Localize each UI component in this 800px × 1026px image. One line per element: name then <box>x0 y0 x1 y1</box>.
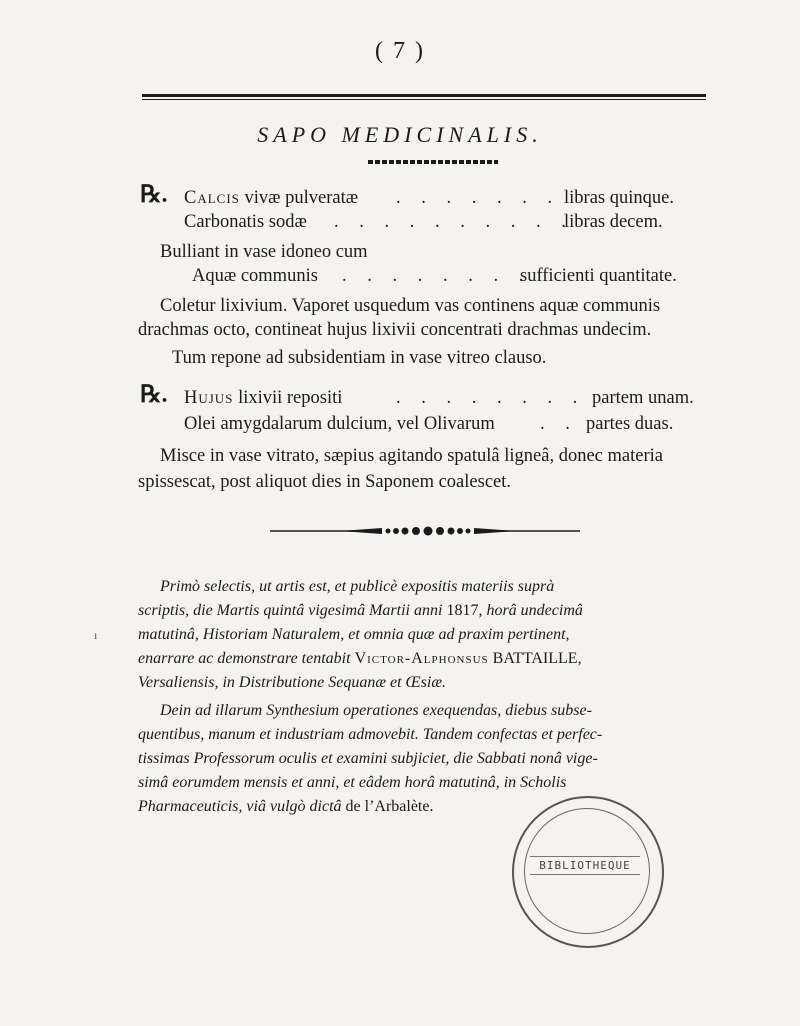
recipe-line: Coletur lixivium. Vaporet usquedum vas continens aquæ communis <box>160 296 661 316</box>
quantity: libras quinque. <box>564 188 674 208</box>
notice-line: Versaliensis, in Distributione Sequanæ et Œsiæ. <box>138 674 446 691</box>
notice-text: , horâ undecimâ <box>478 602 583 619</box>
leader-dots: . . <box>540 414 578 434</box>
recipe-line <box>184 386 342 410</box>
recipe-line: Bulliant in vase idoneo cum <box>160 242 368 262</box>
leader-dots: . . . . . . . . <box>342 266 532 286</box>
recipe-line: drachmas octo, contineat hujus lixivii concentrati drachmas undecim. <box>138 320 652 340</box>
recipe-symbol: ℞. <box>140 182 168 208</box>
notice-text: Pharmaceuticis, viâ vulgò dictâ <box>138 798 346 815</box>
recipe-line: Olei amygdalarum dulcium, vel Olivarum <box>184 414 495 434</box>
quantity: partes duas. <box>586 414 674 434</box>
notice-line: tissimas Professorum oculis et examini subjiciet, die Sabbati nonâ vige- <box>138 750 598 767</box>
notice-line <box>138 796 433 818</box>
title-ornament <box>368 160 498 164</box>
notice-text: enarrare ac demonstrare tentabit <box>138 650 355 667</box>
ingredient-desc: vivæ pulveratæ <box>239 188 359 208</box>
leader-dots: . . . . . . . . . . <box>334 212 574 232</box>
notice-text: de l’Arbalète. <box>345 798 434 815</box>
library-stamp <box>512 796 664 948</box>
quantity: sufficienti quantitate. <box>520 266 677 286</box>
margin-mark: ı <box>94 628 98 642</box>
ingredient-desc: lixivii repositi <box>233 388 343 408</box>
page-number: ( 7 ) <box>375 38 425 64</box>
recipe-line: Carbonatis sodæ <box>184 212 307 232</box>
quantity: partem unam. <box>592 388 694 408</box>
recipe-symbol: ℞. <box>140 382 168 408</box>
ingredient-name: Calcis <box>184 188 240 208</box>
leader-dots: . . . . . . . <box>396 188 561 208</box>
recipe-line: spissescat, post aliquot dies in Saponem coalescet. <box>138 472 512 492</box>
quantity: libras decem. <box>564 212 663 232</box>
recipe-line: Aquæ communis <box>192 266 318 286</box>
year: 1817 <box>446 602 479 619</box>
stamp-text: BIBLIOTHEQUE <box>530 856 640 875</box>
notice-line: matutinâ, Historiam Naturalem, et omnia quæ ad praxim pertinent, <box>138 626 570 643</box>
ornament-rule <box>270 526 580 536</box>
notice-line: Dein ad illarum Synthesium operationes exequendas, diebus subse- <box>160 702 592 719</box>
leader-dots: . . . . . . . . <box>396 388 586 408</box>
page-title: SAPO MEDICINALIS. <box>257 122 543 147</box>
recipe-line: Tum repone ad subsidentiam in vase vitreo clauso. <box>172 348 547 368</box>
notice-line: quentibus, manum et industriam admovebit. Tandem confectas et perfec- <box>138 726 603 743</box>
author-surname: BATTAILLE, <box>488 650 582 667</box>
notice-line: simâ eorumdem mensis et anni, et eâdem horâ matutinâ, in Scholis <box>138 774 567 791</box>
ingredient-name: Hujus <box>184 388 234 408</box>
notice-text: scriptis, die Martis quintâ vigesimâ Martii anni <box>138 602 447 619</box>
recipe-line <box>184 186 358 210</box>
notice-line <box>138 648 582 670</box>
top-rule <box>142 94 706 97</box>
recipe-line: Misce in vase vitrato, sæpius agitando spatulâ ligneâ, donec materia <box>160 446 663 466</box>
notice-line <box>138 600 583 622</box>
notice-line: Primò selectis, ut artis est, et publicè expositis materiis suprà <box>160 578 555 595</box>
author-name: Victor-Alphonsus <box>354 650 489 667</box>
